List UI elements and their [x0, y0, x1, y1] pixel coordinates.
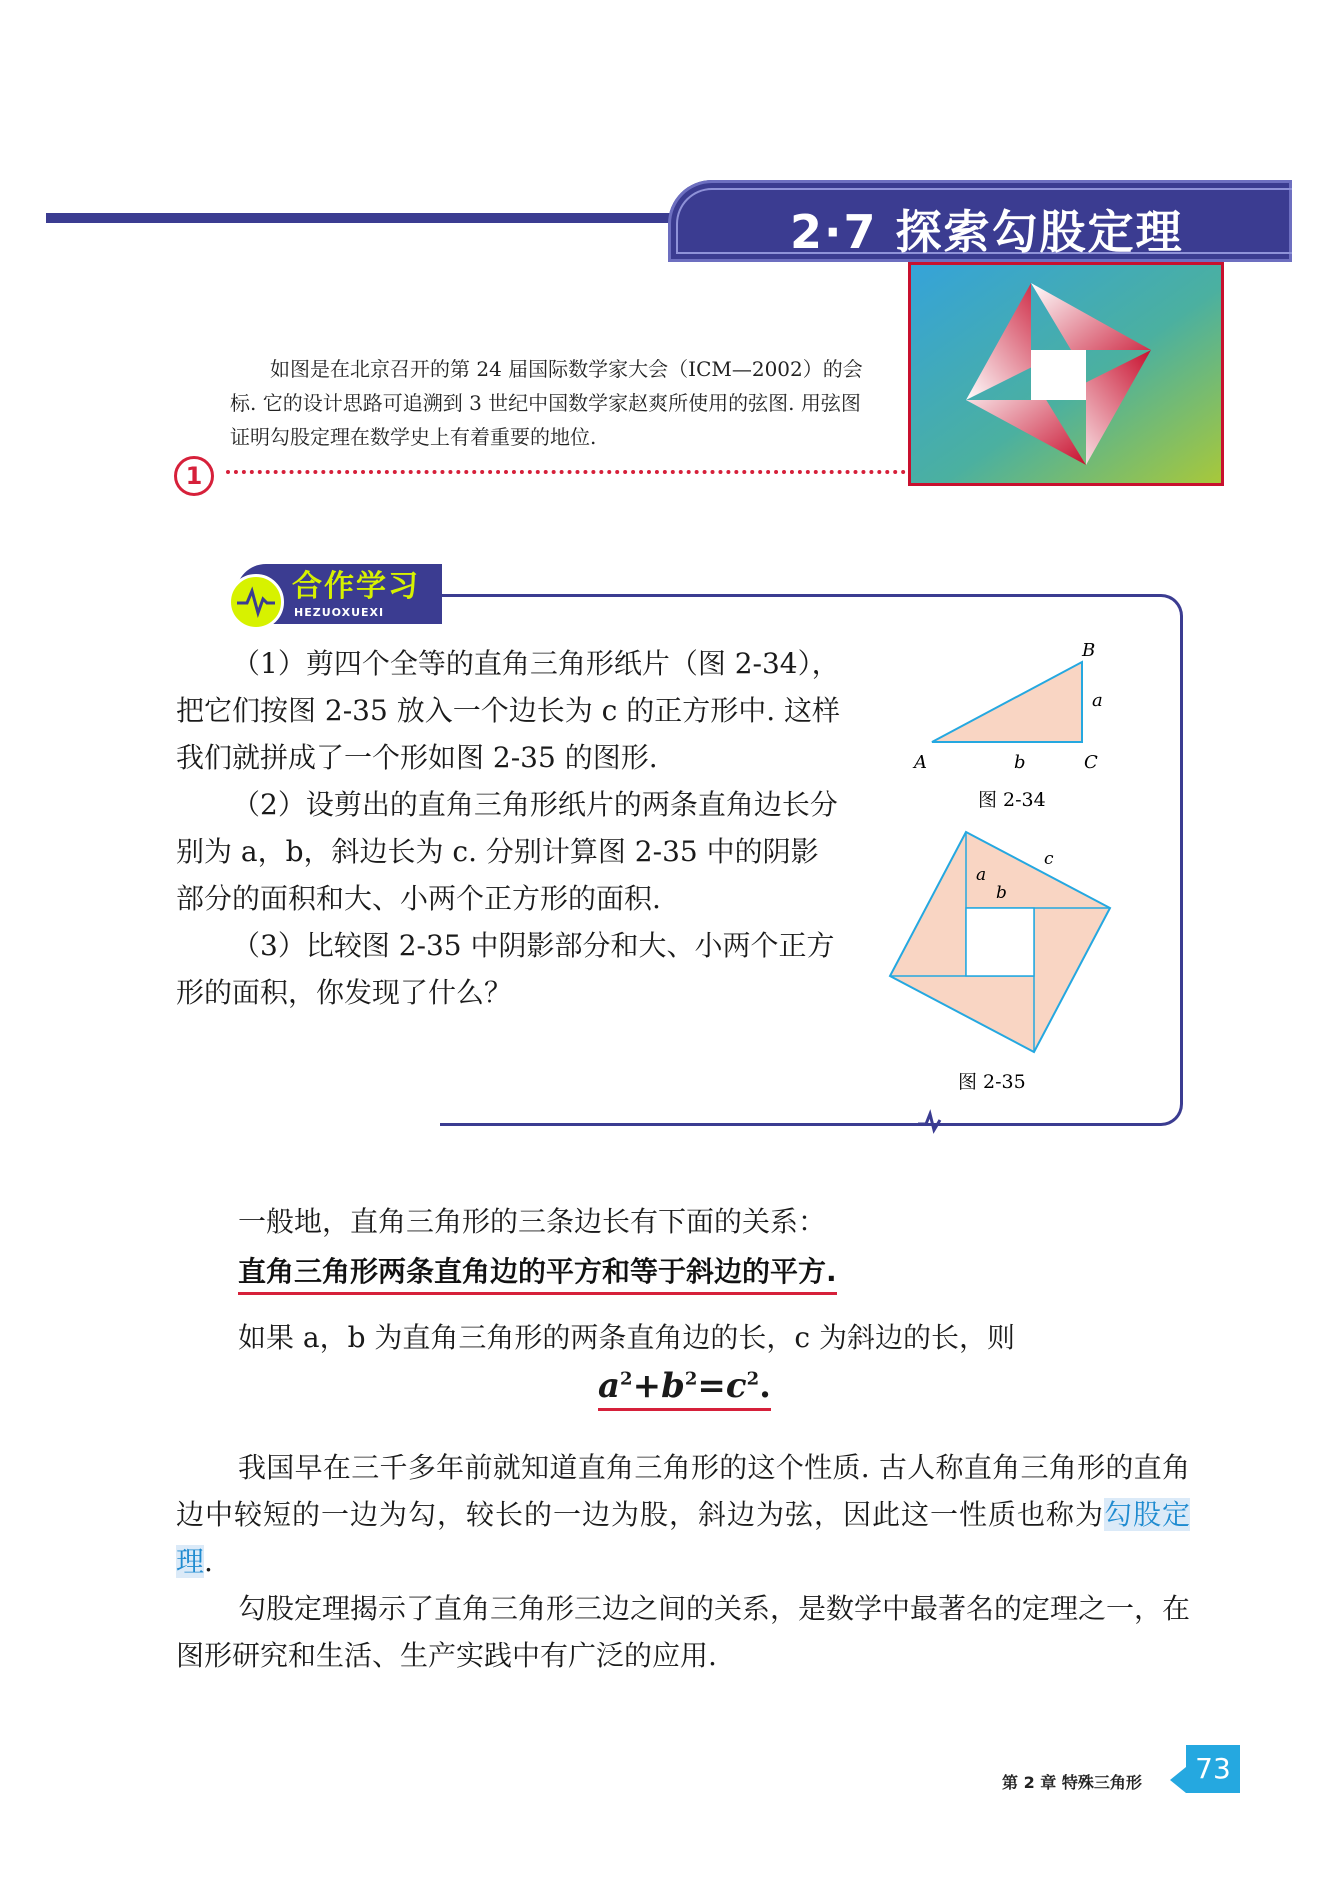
intro-paragraph: 如图是在北京召开的第 24 届国际数学家大会（ICM—2002）的会标. 它的设计思路可追溯到 3 世纪中国数学家赵爽所使用的弦图. 用弦图证明勾股定理在数学史上有着重要的地位. [230, 357, 863, 449]
frame-tail [918, 1106, 942, 1134]
formula-b: b [661, 1366, 685, 1406]
coop-subtitle: HEZUOXUEXI [294, 606, 385, 619]
page-number: 73 [1195, 1752, 1231, 1785]
coop-question-1: （1）剪四个全等的直角三角形纸片（图 2-34），把它们按图 2-35 放入一个边长为 c 的正方形中. 这样我们就拼成了一个形如图 2-35 的图形. [176, 647, 840, 774]
vertex-a-label: A [914, 752, 927, 773]
theorem-statement: 直角三角形两条直角边的平方和等于斜边的平方. [238, 1250, 837, 1295]
coop-questions [176, 640, 842, 1016]
history-text: 我国早在三千多年前就知道直角三角形的这个性质. 古人称直角三角形的直角边中较短的一边为勾，较长的一边为股，斜边为弦，因此这一性质也称为 [176, 1451, 1190, 1531]
pulse-icon [228, 574, 284, 630]
figure-2-35-caption: 图 2-35 [958, 1071, 1026, 1093]
intro-dotted-rule [226, 470, 906, 474]
icm-logo [908, 262, 1224, 486]
history-end: . [204, 1545, 213, 1578]
intro-line-text: 一般地，直角三角形的三条边长有下面的关系： [238, 1205, 827, 1238]
leg-a-label: a [976, 865, 987, 885]
hypotenuse-c-label: c [1044, 849, 1054, 869]
vertex-b-label: B [1082, 640, 1096, 661]
formula-period: . [759, 1366, 771, 1406]
vertex-c-label: C [1084, 752, 1098, 773]
formula-exp-c: 2 [746, 1368, 760, 1390]
side-a-label: a [1092, 690, 1103, 711]
section-title: 2·7 探索勾股定理 [790, 205, 1184, 259]
formula-equals: = [697, 1366, 726, 1406]
intro-number-badge: 1 [174, 456, 214, 496]
theorem-term-highlight: 勾股定理 [176, 1498, 1190, 1578]
figure-2-34-caption: 图 2-34 [978, 789, 1046, 810]
formula-plus: + [632, 1366, 662, 1406]
figure-2-34 [910, 640, 1110, 814]
formula-c: c [725, 1366, 747, 1406]
figure-2-35 [880, 826, 1120, 1100]
coop-question-2: （2）设剪出的直角三角形纸片的两条直角边长分别为 a，b，斜边长为 c. 分别计算图 2-35 中的阴影部分的面积和大、小两个正方形的面积. [176, 788, 838, 915]
formula-exp-a: 2 [620, 1368, 633, 1390]
side-b-label: b [1014, 752, 1026, 773]
history-paragraph-1 [176, 1444, 1190, 1585]
leg-b-label: b [996, 883, 1007, 903]
formula-a: a [598, 1366, 621, 1406]
coop-question-3: （3）比较图 2-35 中阴影部分和大、小两个正方形的面积，你发现了什么？ [176, 929, 835, 1009]
footer-chapter: 第 2 章 特殊三角形 [1002, 1773, 1142, 1792]
history-section [176, 1444, 1190, 1679]
formula-exp-b: 2 [684, 1368, 698, 1390]
coop-title: 合作学习 [292, 569, 420, 604]
main-intro-line [176, 1198, 1186, 1245]
history-paragraph-2: 勾股定理揭示了直角三角形三边之间的关系，是数学中最著名的定理之一，在图形研究和生活、生产实践中有广泛的应用. [176, 1592, 1191, 1672]
header-rule [46, 213, 696, 223]
condition-line: 如果 a，b 为直角三角形的两条直角边的长，c 为斜边的长，则 [238, 1321, 1016, 1354]
pythagorean-formula [598, 1366, 771, 1411]
